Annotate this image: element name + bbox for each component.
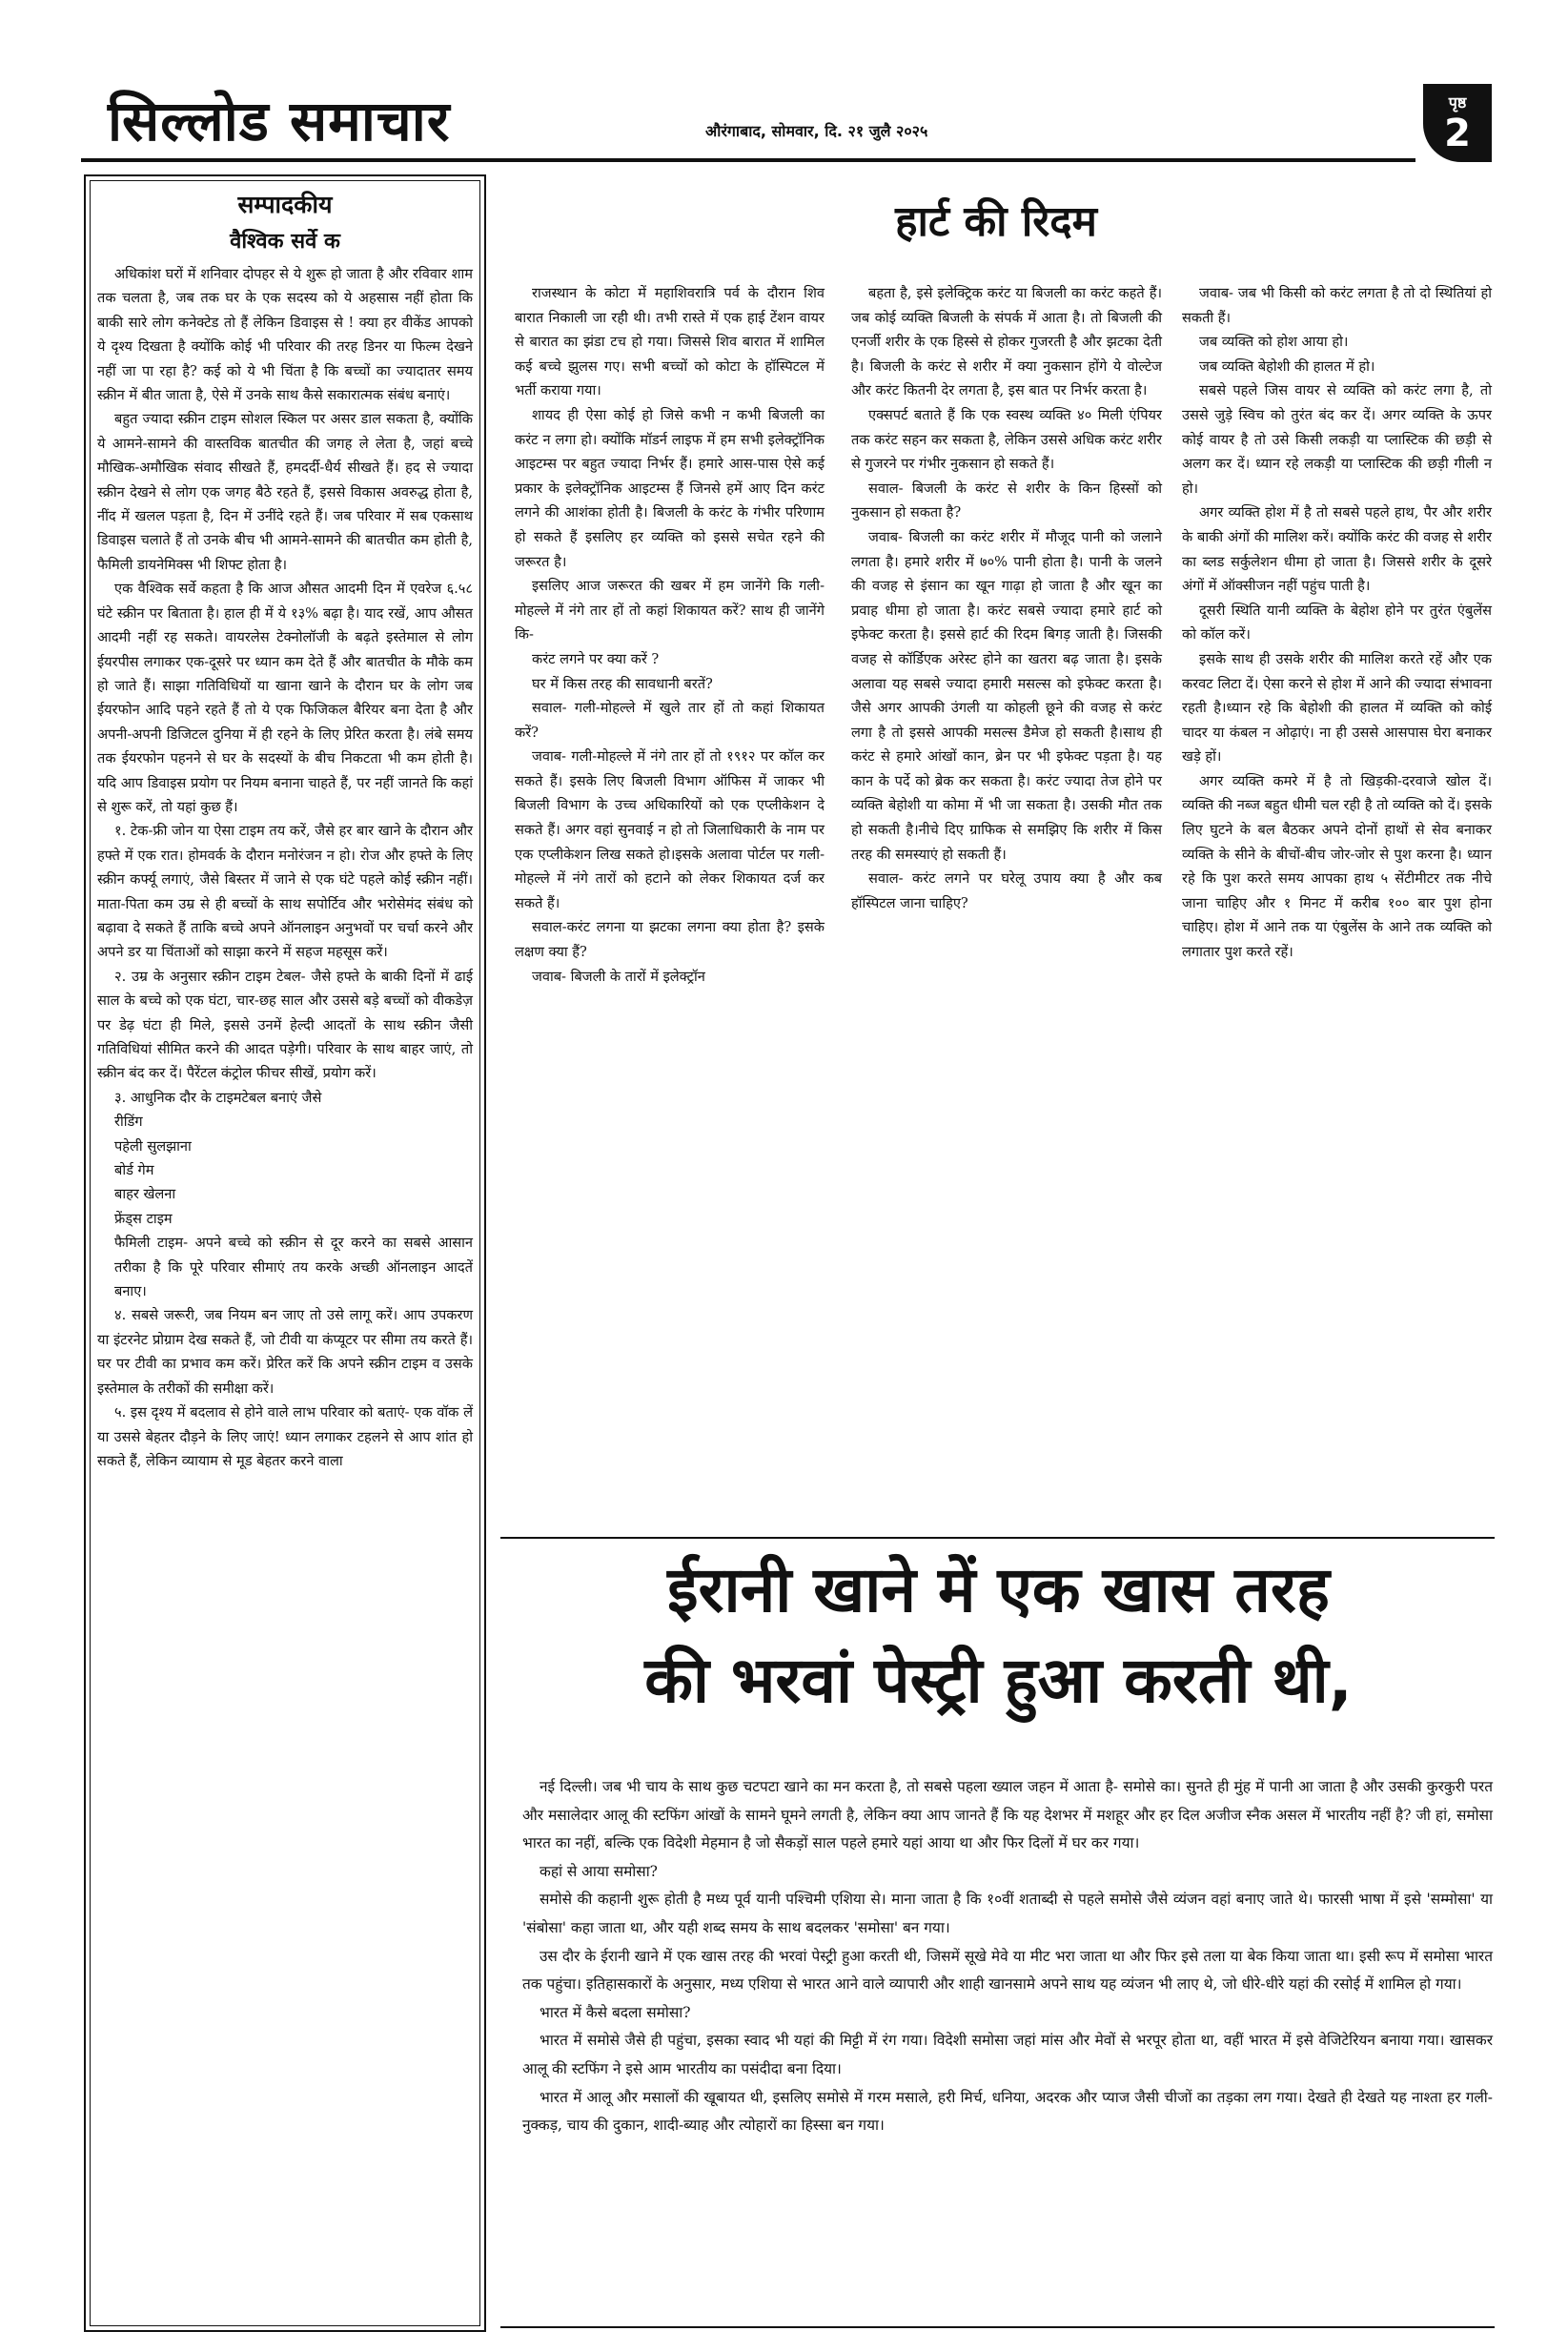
editorial-paragraph: ४. सबसे जरूरी, जब नियम बन जाए तो उसे लागू करें। आप उपकरण या इंटरनेट प्रोग्राम देख सकते हैं, जो टीवी या कंप्यूटर पर सीमा तय करते हैं। घर पर टीवी का प्रभाव कम करें। प्रेरित करें कि अपने स्क्रीन टाइम व उसके इस्तेमाल के तरीकों की समीक्षा करें। xyxy=(97,1307,473,1397)
samosa-headline xyxy=(500,1544,1497,1726)
article-paragraph: जवाब- जब भी किसी को करंट लगता है तो दो स्थितियां हो सकती हैं। xyxy=(1182,285,1492,326)
article-paragraph: इसके साथ ही उसके शरीर की मालिश करते रहें और एक करवट लिटा दें। ऐसा करने से होश में आने की ज्यादा संभावना रहती है।ध्यान रहे कि बेहोशी की हालत में व्यक्ति को कोई चादर या कंबल न ओढ़ाएं। ना ही उससे आसपास घेरा बनाकर खड़े हों। xyxy=(1182,650,1492,766)
masthead-rule xyxy=(81,158,1415,162)
editorial-paragraph: ५. इस दृश्य में बदलाव से होने वाले लाभ परिवार को बताएं- एक वॉक लें या उससे बेहतर दौड़ने के लिए जाएं! ध्यान लगाकर टहलने से आप शांत हो सकते हैं, लेकिन व्यायाम से मूड बेहतर करने वाला xyxy=(97,1404,473,1469)
article-subheading: भारत में कैसे बदला समोसा? xyxy=(540,2003,691,2021)
editorial-section-label: सम्पादकीय xyxy=(237,191,333,218)
editorial-box xyxy=(84,174,486,2332)
article-paragraph: करंट लगने पर क्या करें ? xyxy=(532,650,660,667)
heart-article-column-1 xyxy=(515,281,825,989)
article-paragraph: जवाब- बिजली का करंट शरीर में मौजूद पानी को जलाने लगता है। हमारे शरीर में ७०% पानी होता है। पानी के जलने की वजह से इंसान का खून गाढ़ा हो जाता है और खून का प्रवाह धीमा हो जाता है। करंट सबसे ज्यादा हमारे हार्ट को इफेक्ट करता है। इससे हार्ट की रिदम बिगड़ जाती है। जिसकी वजह से कॉर्डिएक अरेस्ट होने का खतरा बढ़ जाता है। इसके अलावा यह सबसे ज्यादा हमारी मसल्स को इफेक्ट करता है। जैसे अगर आपकी उंगली या कोहली छूने की वजह से करंट लगा है तो इससे आपकी मसल्स डैमेज हो सकती है।साथ ही करंट से हमारे आंखों कान, ब्रेन पर भी इफेक्ट पड़ता है। यह कान के पर्दे को ब्रेक कर सकता है। करंट ज्यादा तेज होने पर व्यक्ति बेहोशी या कोमा में भी जा सकता है। उसकी मौत तक हो सकती है।नीचे दिए ग्राफिक से समझिए कि शरीर में किस तरह की समस्याएं हो सकती हैं। xyxy=(851,528,1162,863)
editorial-title: वैश्विक सर्वे क xyxy=(230,230,340,254)
samosa-article-body xyxy=(522,1773,1493,2140)
editorial-paragraph: बहुत ज्यादा स्क्रीन टाइम सोशल स्किल पर असर डाल सकता है, क्योंकि ये आमने-सामने की वास्तविक बातचीत की जगह ले लेता है, जहां बच्चे मौखिक-अमौखिक संवाद सीखते हैं, हमदर्दी-धैर्य सीखते हैं। हद से ज्यादा स्क्रीन देखने से लोग एक जगह बैठे रहते हैं, इससे विकास अवरुद्ध होता है, नींद में खलल पड़ता है, दिन में उनींदे रहते हैं। जब परिवार में सब एकसाथ डिवाइस चलाते हैं तो उनके बीच भी आमने-सामने की बातचीत कम होती है, फैमिली डायनेमिक्स भी शिफ्ट होता है। xyxy=(97,411,473,573)
page-number: 2 xyxy=(1444,112,1471,155)
dateline: औरंगाबाद, सोमवार, दि. २१ जुलै २०२५ xyxy=(705,122,928,140)
article-paragraph: अगर व्यक्ति कमरे में है तो खिड़की-दरवाजे खोल दें। व्यक्ति की नब्ज बहुत धीमी चल रही है तो व्यक्ति को दें। इसके लिए घुटने के बल बैठकर अपने दोनों हाथों से सेव बनाकर व्यक्ति के सीने के बीचों-बीच जोर-जोर से पुश करना है। ध्यान रहे कि पुश करते समय आपका हाथ ५ सेंटीमीटर तक नीचे जाना चाहिए और १ मिनट में करीब १०० बार पुश होना चाहिए। होश में आने तक या एंबुलेंस के आने तक व्यक्ति को लगातार पुश करते रहें। xyxy=(1182,772,1492,961)
editorial-paragraph: फैमिली टाइम- अपने बच्चे को स्क्रीन से दूर करने का सबसे आसान तरीका है कि पूरे परिवार सीमाएं तय करके अच्छी ऑनलाइन आदतें बनाए। xyxy=(114,1235,473,1300)
article-paragraph: उस दौर के ईरानी खाने में एक खास तरह की भरवां पेस्ट्री हुआ करती थी, जिसमें सूखे मेवे या मीट भरा जाता था और फिर इसे तला या बेक किया जाता था। इसी रूप में समोसा भारत तक पहुंचा। इतिहासकारों के अनुसार, मध्य एशिया से भारत आने वाले व्यापारी और शाही खानसामे अपने साथ यह व्यंजन भी लाए थे, जो धीरे-धीरे यहां की रसोई में शामिल हो गया। xyxy=(522,1947,1493,1994)
article-paragraph: घर में किस तरह की सावधानी बरतें? xyxy=(532,675,713,692)
article-paragraph: भारत में आलू और मसालों की खूबायत थी, इसलिए समोसे में गरम मसाले, हरी मिर्च, धनिया, अदरक और प्याज जैसी चीजों का तड़का लग गया। देखते ही देखते यह नाश्ता हर गली-नुक्कड़, चाय की दुकान, शादी-ब्याह और त्योहारों का हिस्सा बन गया। xyxy=(522,2088,1493,2135)
page-label: पृष्ठ xyxy=(1448,93,1467,112)
bottom-rule xyxy=(500,2326,1495,2328)
article-paragraph: शायद ही ऐसा कोई हो जिसे कभी न कभी बिजली का करंट न लगा हो। क्योंकि मॉडर्न लाइफ में हम सभी इलेक्ट्रॉनिक आइटम्स पर बहुत ज्यादा निर्भर हैं। हमारे आस-पास ऐसे कई प्रकार के इलेक्ट्रॉनिक आइटम्स हैं जिनसे हमें आए दिन करंट लगने की आशंका होती है। बिजली के करंट के गंभीर परिणाम हो सकते हैं इसलिए हर व्यक्ति को इससे सचेत रहने की जरूरत है। xyxy=(515,406,825,570)
article-paragraph: सवाल-करंट लगना या झटका लगना क्या होता है? इसके लक्षण क्या हैं? xyxy=(515,919,825,961)
editorial-body xyxy=(97,262,473,1473)
heart-article-title: हार्ट की रिदम xyxy=(895,197,1097,246)
article-paragraph: सवाल- बिजली के करंट से शरीर के किन हिस्सों को नुकसान हो सकता है? xyxy=(851,480,1162,522)
editorial-list-item: पहेली सुलझाना xyxy=(114,1137,192,1155)
article-paragraph: इसलिए आज जरूरत की खबर में हम जानेंगे कि गली-मोहल्ले में नंगे तार हों तो कहां शिकायत करें? साथ ही जानेंगे कि- xyxy=(515,578,825,644)
editorial-paragraph: २. उम्र के अनुसार स्क्रीन टाइम टेबल- जैसे हफ्ते के बाकी दिनों में ढाई साल के बच्चे को एक घंटा, चार-छह साल और उससे बड़े बच्चों को वीकडेज़ पर डेढ़ घंटा ही मिले, इससे उनमें हेल्दी आदतों के साथ स्क्रीन जैसी गतिविधियां सीमित करने की आदत पड़ेगी। परिवार के साथ बाहर जाएं, तो स्क्रीन बंद कर दें। पैरेंटल कंट्रोल फीचर सीखें, प्रयोग करें। xyxy=(97,968,473,1082)
article-paragraph: समोसे की कहानी शुरू होती है मध्य पूर्व यानी पश्चिमी एशिया से। माना जाता है कि १०वीं शताब्दी से पहले समोसे जैसे व्यंजन वहां बनाए जाते थे। फारसी भाषा में इसे 'सम्मोसा' या 'संबोसा' कहा जाता था, और यही शब्द समय के साथ बदलकर 'समोसा' बन गया। xyxy=(522,1891,1493,1936)
editorial-list-item: रीडिंग xyxy=(114,1114,143,1131)
samosa-headline-line-1: ईरानी खाने में एक खास तरह xyxy=(667,1553,1330,1626)
editorial-paragraph: १. टेक-फ्री जोन या ऐसा टाइम तय करें, जैसे हर बार खाने के दौरान और हफ्ते में एक रात। होमवर्क के दौरान मनोरंजन न हो। रोज और हफ्ते के लिए स्क्रीन कर्फ्यू लगाएं, जैसे बिस्तर में जाने से एक घंटे पहले कोई स्क्रीन नहीं। माता-पिता कम उम्र से ही बच्चों के साथ सपोर्टिव और भरोसेमंद संबंध को बढ़ावा दे सकते हैं ताकि बच्चे अपने ऑनलाइन अनुभवों पर चर्चा करने और अपने डर या चिंताओं को साझा करने में सहज महसूस करें। xyxy=(97,823,473,961)
article-paragraph: राजस्थान के कोटा में महाशिवरात्रि पर्व के दौरान शिव बारात निकाली जा रही थी। तभी रास्ते में एक हाई टेंशन वायर से बारात का झंडा टच हो गया। जिससे शिव बारात में शामिल कई बच्चे झुलस गए। सभी बच्चों को कोटा के हॉस्पिटल में भर्ती कराया गया। xyxy=(515,285,825,399)
newspaper-title: सिल्लोड समाचार xyxy=(108,89,451,153)
article-subheading: कहां से आया समोसा? xyxy=(540,1862,658,1880)
editorial-list-item: बाहर खेलना xyxy=(114,1186,176,1203)
article-paragraph: एक्सपर्ट बताते हैं कि एक स्वस्थ व्यक्ति ४० मिली एंपियर तक करंट सहन कर सकता है, लेकिन उससे अधिक करंट शरीर से गुजरने पर गंभीर नुकसान हो सकते हैं। xyxy=(851,406,1162,473)
editorial-list-item: फ्रेंड्स टाइम xyxy=(114,1210,173,1227)
article-paragraph: अगर व्यक्ति होश में है तो सबसे पहले हाथ, पैर और शरीर के बाकी अंगों की मालिश करें। क्योंकि करंट की वजह से शरीर का ब्लड सर्कुलेशन धीमा हो जाता है। जिससे शरीर के दूसरे अंगों में ऑक्सीजन नहीं पहुंच पाती है। xyxy=(1182,504,1492,595)
article-paragraph: बहता है, इसे इलेक्ट्रिक करंट या बिजली का करंट कहते हैं। जब कोई व्यक्ति बिजली के संपर्क में आता है। तो बिजली की एनर्जी शरीर के एक हिस्से से होकर गुजरती है और झटका देती है। बिजली के करंट से शरीर में क्या नुकसान होंगे ये वोल्टेज और करंट कितनी देर लगता है, इस बात पर निर्भर करता है। xyxy=(851,285,1162,399)
article-paragraph: सवाल- करंट लगने पर घरेलू उपाय क्या है और कब हॉस्पिटल जाना चाहिए? xyxy=(851,870,1162,911)
editorial-paragraph: अधिकांश घरों में शनिवार दोपहर से ये शुरू हो जाता है और रविवार शाम तक चलता है, जब तक घर के एक सदस्य को ये अहसास नहीं होता कि बाकी सारे लोग कनेक्टेड तो हैं लेकिन डिवाइस से ! क्या हर वीकेंड आपको ये दृश्य दिखता है क्योंकि कोई भी परिवार की तरह डिनर या फिल्म देखने नहीं जा पा रहा है? कई को ये भी चिंता है कि बच्चों का ज्यादातर समय स्क्रीन में बीत जाता है, ऐसे में उनके साथ कैसे सकारात्मक संबंध बनाएं। xyxy=(97,266,473,404)
editorial-paragraph: एक वैश्विक सर्वे कहता है कि आज औसत आदमी दिन में एवरेज ६.५८ घंटे स्क्रीन पर बिताता है। हाल ही में ये १३% बढ़ा है। याद रखें, आप औसत आदमी नहीं रह सकते। वायरलेस टेक्नोलॉजी के बढ़ते इस्तेमाल से लोग ईयरपीस लगाकर एक-दूसरे पर ध्यान कम देते हैं और बातचीत के मौके कम हो जाते हैं। साझा गतिविधियों या खाना खाने के दौरान घर के लोग जब ईयरफोन आदि पहने रहते हैं तो ये एक फिजिकल बैरियर बना देता है और अपनी-अपनी डिजिटल दुनिया में ही रहने के लिए प्रेरित करता है। लंबे समय तक ईयरफोन पहनने से घर के सदस्यों के बीच निकटता भी कम होती है। यदि आप डिवाइस प्रयोग पर नियम बनाना चाहते हैं, पर नहीं जानते कि कहां से शुरू करें, तो यहां कुछ हैं। xyxy=(97,581,473,815)
masthead xyxy=(81,84,1492,162)
article-paragraph: जवाब- गली-मोहल्ले में नंगे तार हों तो १९१२ पर कॉल कर सकते हैं। इसके लिए बिजली विभाग ऑफिस में जाकर भी बिजली विभाग के उच्च अधिकारियों को एक एप्लीकेशन दे सकते हैं। अगर वहां सुनवाई न हो तो जिलाधिकारी के नाम पर एक एप्लीकेशन लिख सकते हो।इसके अलावा पोर्टल पर गली-मोहल्ले में नंगे तारों को हटाने को लेकर शिकायत दर्ज कर सकते हैं। xyxy=(515,748,825,911)
editorial-paragraph: ३. आधुनिक दौर के टाइमटेबल बनाएं जैसे xyxy=(114,1089,322,1106)
article-paragraph: दूसरी स्थिति यानी व्यक्ति के बेहोश होने पर तुरंत एंबुलेंस को कॉल करें। xyxy=(1182,602,1492,644)
article-paragraph: सवाल- गली-मोहल्ले में खुले तार हों तो कहां शिकायत करें? xyxy=(515,700,825,741)
article-paragraph: सबसे पहले जिस वायर से व्यक्ति को करंट लगा है, तो उससे जुड़े स्विच को तुरंत बंद कर दें। अगर व्यक्ति के ऊपर कोई वायर है तो उसे किसी लकड़ी या प्लास्टिक की छड़ी से अलग कर दें। ध्यान रहे लकड़ी या प्लास्टिक की छड़ी गीली न हो। xyxy=(1182,382,1492,497)
heart-article-column-2 xyxy=(851,281,1162,915)
article-paragraph: जब व्यक्ति को होश आया हो। xyxy=(1199,334,1349,351)
article-paragraph: नई दिल्ली। जब भी चाय के साथ कुछ चटपटा खाने का मन करता है, तो सबसे पहला ख्याल जहन में आता है- समोसे का। सुनते ही मुंह में पानी आ जाता है और उसकी कुरकुरी परत और मसालेदार आलू की स्टफिंग आंखों के सामने घूमने लगती है, लेकिन क्या आप जानते हैं कि यह देशभर में मशहूर और हर दिल अजीज स्नैक असल में भारतीय नहीं है? जी हां, समोसा भारत का नहीं, बल्कि एक विदेशी मेहमान है जो सैकड़ों साल पहले हमारे यहां आया था और फिर दिलों में घर कर गया। xyxy=(522,1778,1493,1852)
samosa-headline-line-2: की भरवां पेस्ट्री हुआ करती थी, xyxy=(644,1644,1353,1717)
article-paragraph: जब व्यक्ति बेहोशी की हालत में हो। xyxy=(1199,358,1375,375)
heart-article-column-3 xyxy=(1182,281,1492,965)
section-divider xyxy=(500,1537,1495,1539)
page-number-tab xyxy=(1423,84,1492,162)
article-paragraph: भारत में समोसे जैसे ही पहुंचा, इसका स्वाद भी यहां की मिट्टी में रंग गया। विदेशी समोसा जहां मांस और मेवों से भरपूर होता था, वहीं भारत में इसे वेजिटेरियन बनाया गया। खासकर आलू की स्टफिंग ने इसे आम भारतीय का पसंदीदा बना दिया। xyxy=(522,2032,1493,2077)
article-paragraph: जवाब- बिजली के तारों में इलेक्ट्रॉन xyxy=(532,968,705,985)
editorial-list-item: बोर्ड गेम xyxy=(114,1162,154,1179)
